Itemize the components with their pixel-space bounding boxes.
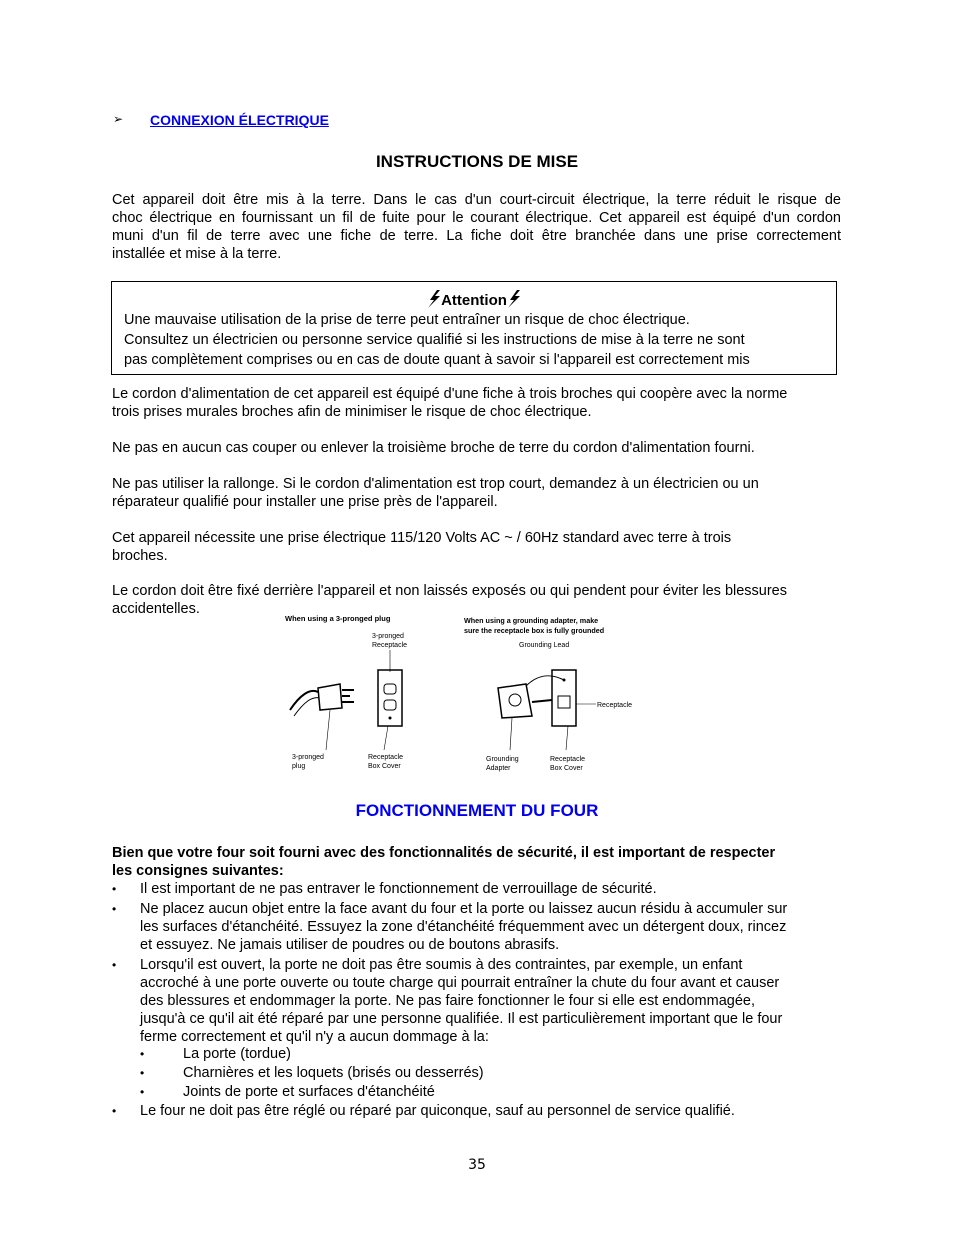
paragraph-line: réparateur qualifié pour installer une prise près de l'appareil. bbox=[112, 494, 498, 510]
paragraph-line: broches. bbox=[112, 548, 168, 564]
cord-line bbox=[290, 691, 318, 710]
instructions-title: INSTRUCTIONS DE MISE bbox=[375, 152, 579, 171]
attention-line: Consultez un électricien ou personne service qualifié si les instructions de mise à la terre ne sont bbox=[124, 332, 745, 348]
paragraph-line: trois prises murales broches afin de minimiser le risque de choc électrique. bbox=[112, 404, 592, 420]
sub-list-item-text: Charnières et les loquets (brisés ou desserrés) bbox=[183, 1065, 484, 1081]
left-cover-label: Receptacle bbox=[368, 754, 404, 761]
bullet-icon: • bbox=[140, 1085, 145, 1099]
adapter-prong bbox=[532, 700, 552, 702]
paragraph-line: Cet appareil nécessite une prise électrique 115/120 Volts AC ~ / 60Hz standard avec terre à trois bbox=[112, 530, 732, 546]
paragraph bbox=[112, 475, 841, 511]
section-link-connexion[interactable]: CONNEXION ÉLECTRIQUE bbox=[150, 112, 329, 128]
screw-icon bbox=[389, 717, 392, 720]
instructions-paragraph bbox=[112, 191, 841, 263]
leader-line bbox=[566, 726, 568, 750]
grounding-lead-label: Grounding Lead bbox=[519, 642, 570, 649]
instructions-line: choc électrique en fournissant un fil de fuite pour le courant électrique. Cet appareil est équipé d'un cordon bbox=[112, 210, 841, 226]
receptacle-box-icon bbox=[552, 670, 576, 726]
oven-intro-line: les consignes suivantes: bbox=[112, 863, 284, 879]
sub-list-item-text: Joints de porte et surfaces d'étanchéité bbox=[183, 1084, 435, 1100]
list-item-line: des blessures et endommager la porte. Ne pas faire fonctionner le four si elle est endommagée, bbox=[140, 993, 755, 1009]
bullet-icon: • bbox=[112, 902, 117, 916]
left-receptacle-label: Receptacle bbox=[372, 642, 408, 649]
list-item-line: et essuyez. Ne jamais utiliser de poudres ou de boutons abrasifs. bbox=[140, 937, 560, 953]
right-cover-label: Box Cover bbox=[550, 765, 583, 772]
paragraph-line: Ne pas en aucun cas couper ou enlever la troisième broche de terre du cordon d'alimentation fourni. bbox=[112, 440, 755, 456]
sub-list-item-text: La porte (tordue) bbox=[183, 1046, 292, 1062]
list-item-text: Le four ne doit pas être réglé ou réparé par quiconque, sauf au personnel de service qualifié. bbox=[140, 1103, 735, 1119]
paragraph-line: accidentelles. bbox=[112, 601, 200, 617]
left-plug-label: 3-pronged bbox=[292, 754, 324, 761]
list-item-text: Il est important de ne pas entraver le fonctionnement de verrouillage de sécurité. bbox=[140, 881, 657, 897]
page-number: 35 bbox=[468, 1157, 486, 1173]
right-figure-caption: sure the receptacle box is fully grounded bbox=[464, 626, 605, 635]
list-item-text bbox=[140, 956, 840, 1046]
list-item-line: Ne placez aucun objet entre la face avant du four et la porte ou laissez aucun résidu à accumuler sur bbox=[140, 901, 788, 917]
attention-label: Attention bbox=[441, 292, 507, 309]
instructions-line: muni d'un fil de terre avec une fiche de terre. La fiche doit être branchée dans une prise correctement bbox=[112, 228, 841, 244]
adapter-label: Adapter bbox=[486, 765, 511, 772]
list-item-line: accroché à une porte ouverte ou toute charge qui pourrait entraîner la chute du four avant et causer bbox=[140, 975, 780, 991]
paragraph bbox=[112, 439, 841, 457]
right-receptacle-label: Receptacle bbox=[597, 702, 633, 709]
right-figure-caption: When using a grounding adapter, make bbox=[464, 616, 599, 625]
leader-line bbox=[384, 726, 388, 750]
right-cover-label: Receptacle bbox=[550, 756, 586, 763]
plug-body-icon bbox=[318, 684, 342, 710]
instructions-line: installée et mise à la terre. bbox=[112, 246, 282, 262]
bullet-icon: • bbox=[112, 958, 117, 972]
list-item-line: jusqu'à ce qu'il ait été réparé par une personne qualifiée. Il est particulièrement important que le four bbox=[140, 1011, 783, 1027]
grounding-adapter-icon bbox=[498, 684, 532, 718]
list-item-text bbox=[140, 900, 840, 954]
lightning-icon bbox=[427, 290, 441, 308]
list-item-line: ferme correctement et qu'il n'y a aucun dommage à la: bbox=[140, 1029, 489, 1045]
bullet-icon: • bbox=[140, 1047, 145, 1061]
oven-section-title: FONCTIONNEMENT DU FOUR bbox=[355, 801, 599, 820]
left-receptacle-label: 3-pronged bbox=[372, 633, 404, 640]
attention-line: pas complètement comprises ou en cas de doute quant à savoir si l'appareil est correctement mis bbox=[124, 352, 750, 368]
paragraph-line: Le cordon doit être fixé derrière l'appareil et non laissés exposés ou qui pendent pour éviter les blessures bbox=[112, 583, 788, 599]
left-plug-label: plug bbox=[292, 763, 306, 770]
attention-box bbox=[111, 281, 837, 375]
attention-line: Une mauvaise utilisation de la prise de terre peut entraîner un risque de choc électrique. bbox=[124, 312, 690, 328]
attention-heading bbox=[112, 290, 836, 309]
paragraph-line: Le cordon d'alimentation de cet appareil est équipé d'une fiche à trois broches qui coopère avec la norme bbox=[112, 386, 788, 402]
adapter-label: Grounding bbox=[486, 756, 519, 763]
bullet-icon: • bbox=[140, 1066, 145, 1080]
grounding-illustration bbox=[280, 610, 650, 780]
lightning-icon bbox=[507, 290, 521, 308]
oven-intro-line: Bien que votre four soit fourni avec des fonctionnalités de sécurité, il est important de respecter bbox=[112, 845, 776, 861]
bullet-icon: • bbox=[112, 882, 117, 896]
paragraph bbox=[112, 385, 841, 421]
paragraph bbox=[112, 529, 841, 565]
instructions-line: Cet appareil doit être mis à la terre. Dans le cas d'un court-circuit électrique, la terre réduit le risque de bbox=[112, 192, 841, 208]
list-item-line: Lorsqu'il est ouvert, la porte ne doit pas être soumis à des contraintes, par exemple, un enfant bbox=[140, 957, 743, 973]
paragraph-line: Ne pas utiliser la rallonge. Si le cordon d'alimentation est trop court, demandez à un électricien ou un bbox=[112, 476, 759, 492]
leader-line bbox=[510, 718, 512, 750]
list-item-line: les surfaces d'étanchéité. Essuyez la zone d'étanchéité fréquemment avec un détergent doux, rincez bbox=[140, 919, 787, 935]
arrow-bullet-icon: ➢ bbox=[113, 112, 124, 126]
bullet-icon: • bbox=[112, 1104, 117, 1118]
left-cover-label: Box Cover bbox=[368, 763, 401, 770]
oven-intro bbox=[112, 844, 841, 880]
left-figure-caption: When using a 3-pronged plug bbox=[285, 614, 391, 623]
leader-line bbox=[326, 710, 330, 750]
